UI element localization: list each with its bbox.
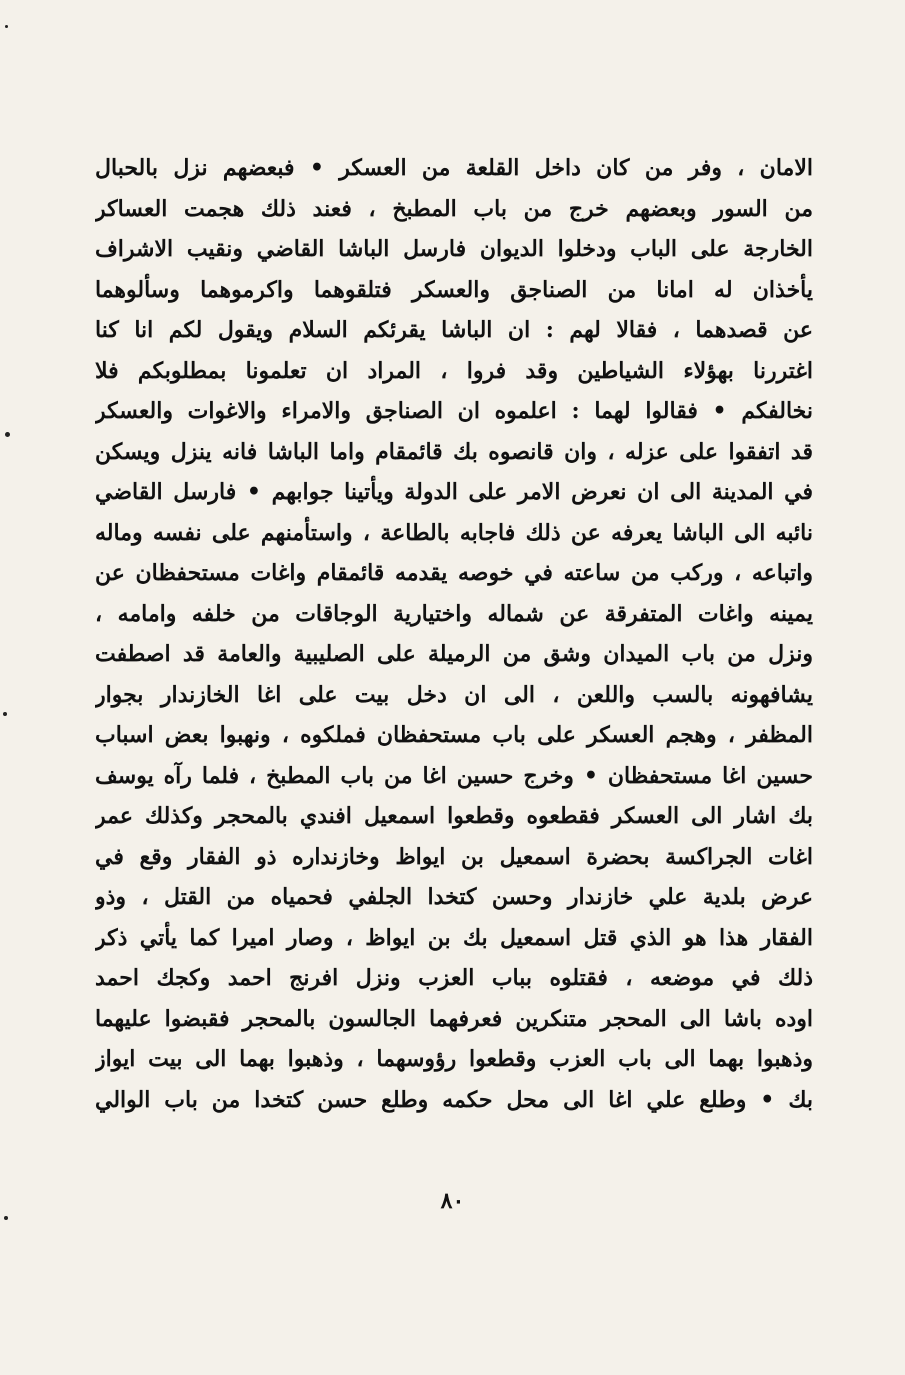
body-text bbox=[95, 148, 813, 1120]
text-line-16: حسين اغا مستحفظان • وخرج حسين اغا من باب المطبخ ، فلما رآه يوسف bbox=[95, 762, 813, 789]
scan-speck bbox=[5, 25, 8, 28]
text-line-1: الامان ، وفر من كان داخل القلعة من العسكر • فبعضهم نزل بالحبال bbox=[95, 155, 813, 181]
text-line-13: ونزل من باب الميدان وشق من الرميلة على الصليبية والعامة قد اصطفت bbox=[95, 641, 813, 667]
text-line-20: الفقار هذا هو الذي قتل اسمعيل بك بن ايواظ ، وصار اميرا كما يأتي ذكر bbox=[95, 924, 813, 951]
text-line-22: اوده باشا الى المحجر متنكرين فعرفهما الجالسون بالمحجر فقبضوا عليهما bbox=[95, 1005, 813, 1032]
text-line-3: الخارجة على الباب ودخلوا الديوان فارسل الباشا القاضي ونقيب الاشراف bbox=[95, 236, 813, 262]
text-line-10: نائبه الى الباشا يعرفه عن ذلك فاجابه بالطاعة ، واستأمنهم على نفسه وماله bbox=[95, 519, 813, 546]
text-line-5: عن قصدهما ، فقالا لهم : ان الباشا يقرئكم السلام ويقول لكم انا كنا bbox=[95, 317, 813, 343]
text-line-24: بك • وطلع علي اغا الى محل حكمه وطلع حسن كتخدا من باب الوالي bbox=[95, 1086, 813, 1113]
text-line-14: يشافهونه بالسب واللعن ، الى ان دخل بيت على اغا الخازندار بجوار bbox=[95, 681, 813, 708]
scan-speck bbox=[4, 1216, 8, 1220]
text-line-21: ذلك في موضعه ، فقتلوه بباب العزب ونزل افرنج احمد وكجك احمد bbox=[95, 965, 813, 991]
text-line-9: في المدينة الى ان نعرض الامر على الدولة ويأتينا جوابهم • فارسل القاضي bbox=[95, 479, 813, 505]
text-line-4: يأخذان له امانا من الصناجق والعسكر فتلقوهما واكرموهما وسألوهما bbox=[95, 276, 813, 303]
text-line-8: قد اتفقوا على عزله ، وان قانصوه بك قائمقام واما الباشا فانه ينزل ويسكن bbox=[95, 438, 813, 465]
text-line-23: وذهبوا بهما الى باب العزب وقطعوا رؤوسهما ، وذهبوا بهما الى بيت ايواز bbox=[95, 1046, 813, 1072]
text-line-6: اغتررنا بهؤلاء الشياطين وقد فروا ، المراد ان تعلمونا بمطلوبكم فلا bbox=[95, 357, 813, 384]
text-line-7: نخالفكم • فقالوا لهما : اعلموه ان الصناجق والامراء والاغوات والعسكر bbox=[95, 398, 813, 424]
text-line-18: اغات الجراكسة بحضرة اسمعيل بن ايواظ وخازنداره ذو الفقار وقع في bbox=[95, 843, 813, 870]
text-line-19: عرض بلدية علي خازندار وحسن كتخدا الجلفي فحمياه من القتل ، وذو bbox=[95, 884, 813, 910]
text-line-12: يمينه واغات المتفرقة عن شماله واختيارية الوجاقات من خلفه وامامه ، bbox=[95, 600, 813, 627]
page-number: ٨٠ bbox=[440, 1188, 465, 1214]
text-line-2: من السور وبعضهم خرج من باب المطبخ ، فعند ذلك هجمت العساكر bbox=[95, 195, 813, 222]
text-line-17: بك اشار الى العسكر فقطعوه وقطعوا اسمعيل افندي بالمحجر وكذلك عمر bbox=[95, 803, 813, 829]
scan-speck bbox=[3, 712, 7, 716]
scan-speck bbox=[5, 432, 10, 437]
text-line-15: المظفر ، وهجم العسكر على باب مستحفظان فملكوه ، ونهبوا بعض اسباب bbox=[95, 722, 813, 748]
text-line-11: واتباعه ، وركب من ساعته في خوصه يقدمه قائمقام واغات مستحفظان عن bbox=[95, 560, 813, 586]
